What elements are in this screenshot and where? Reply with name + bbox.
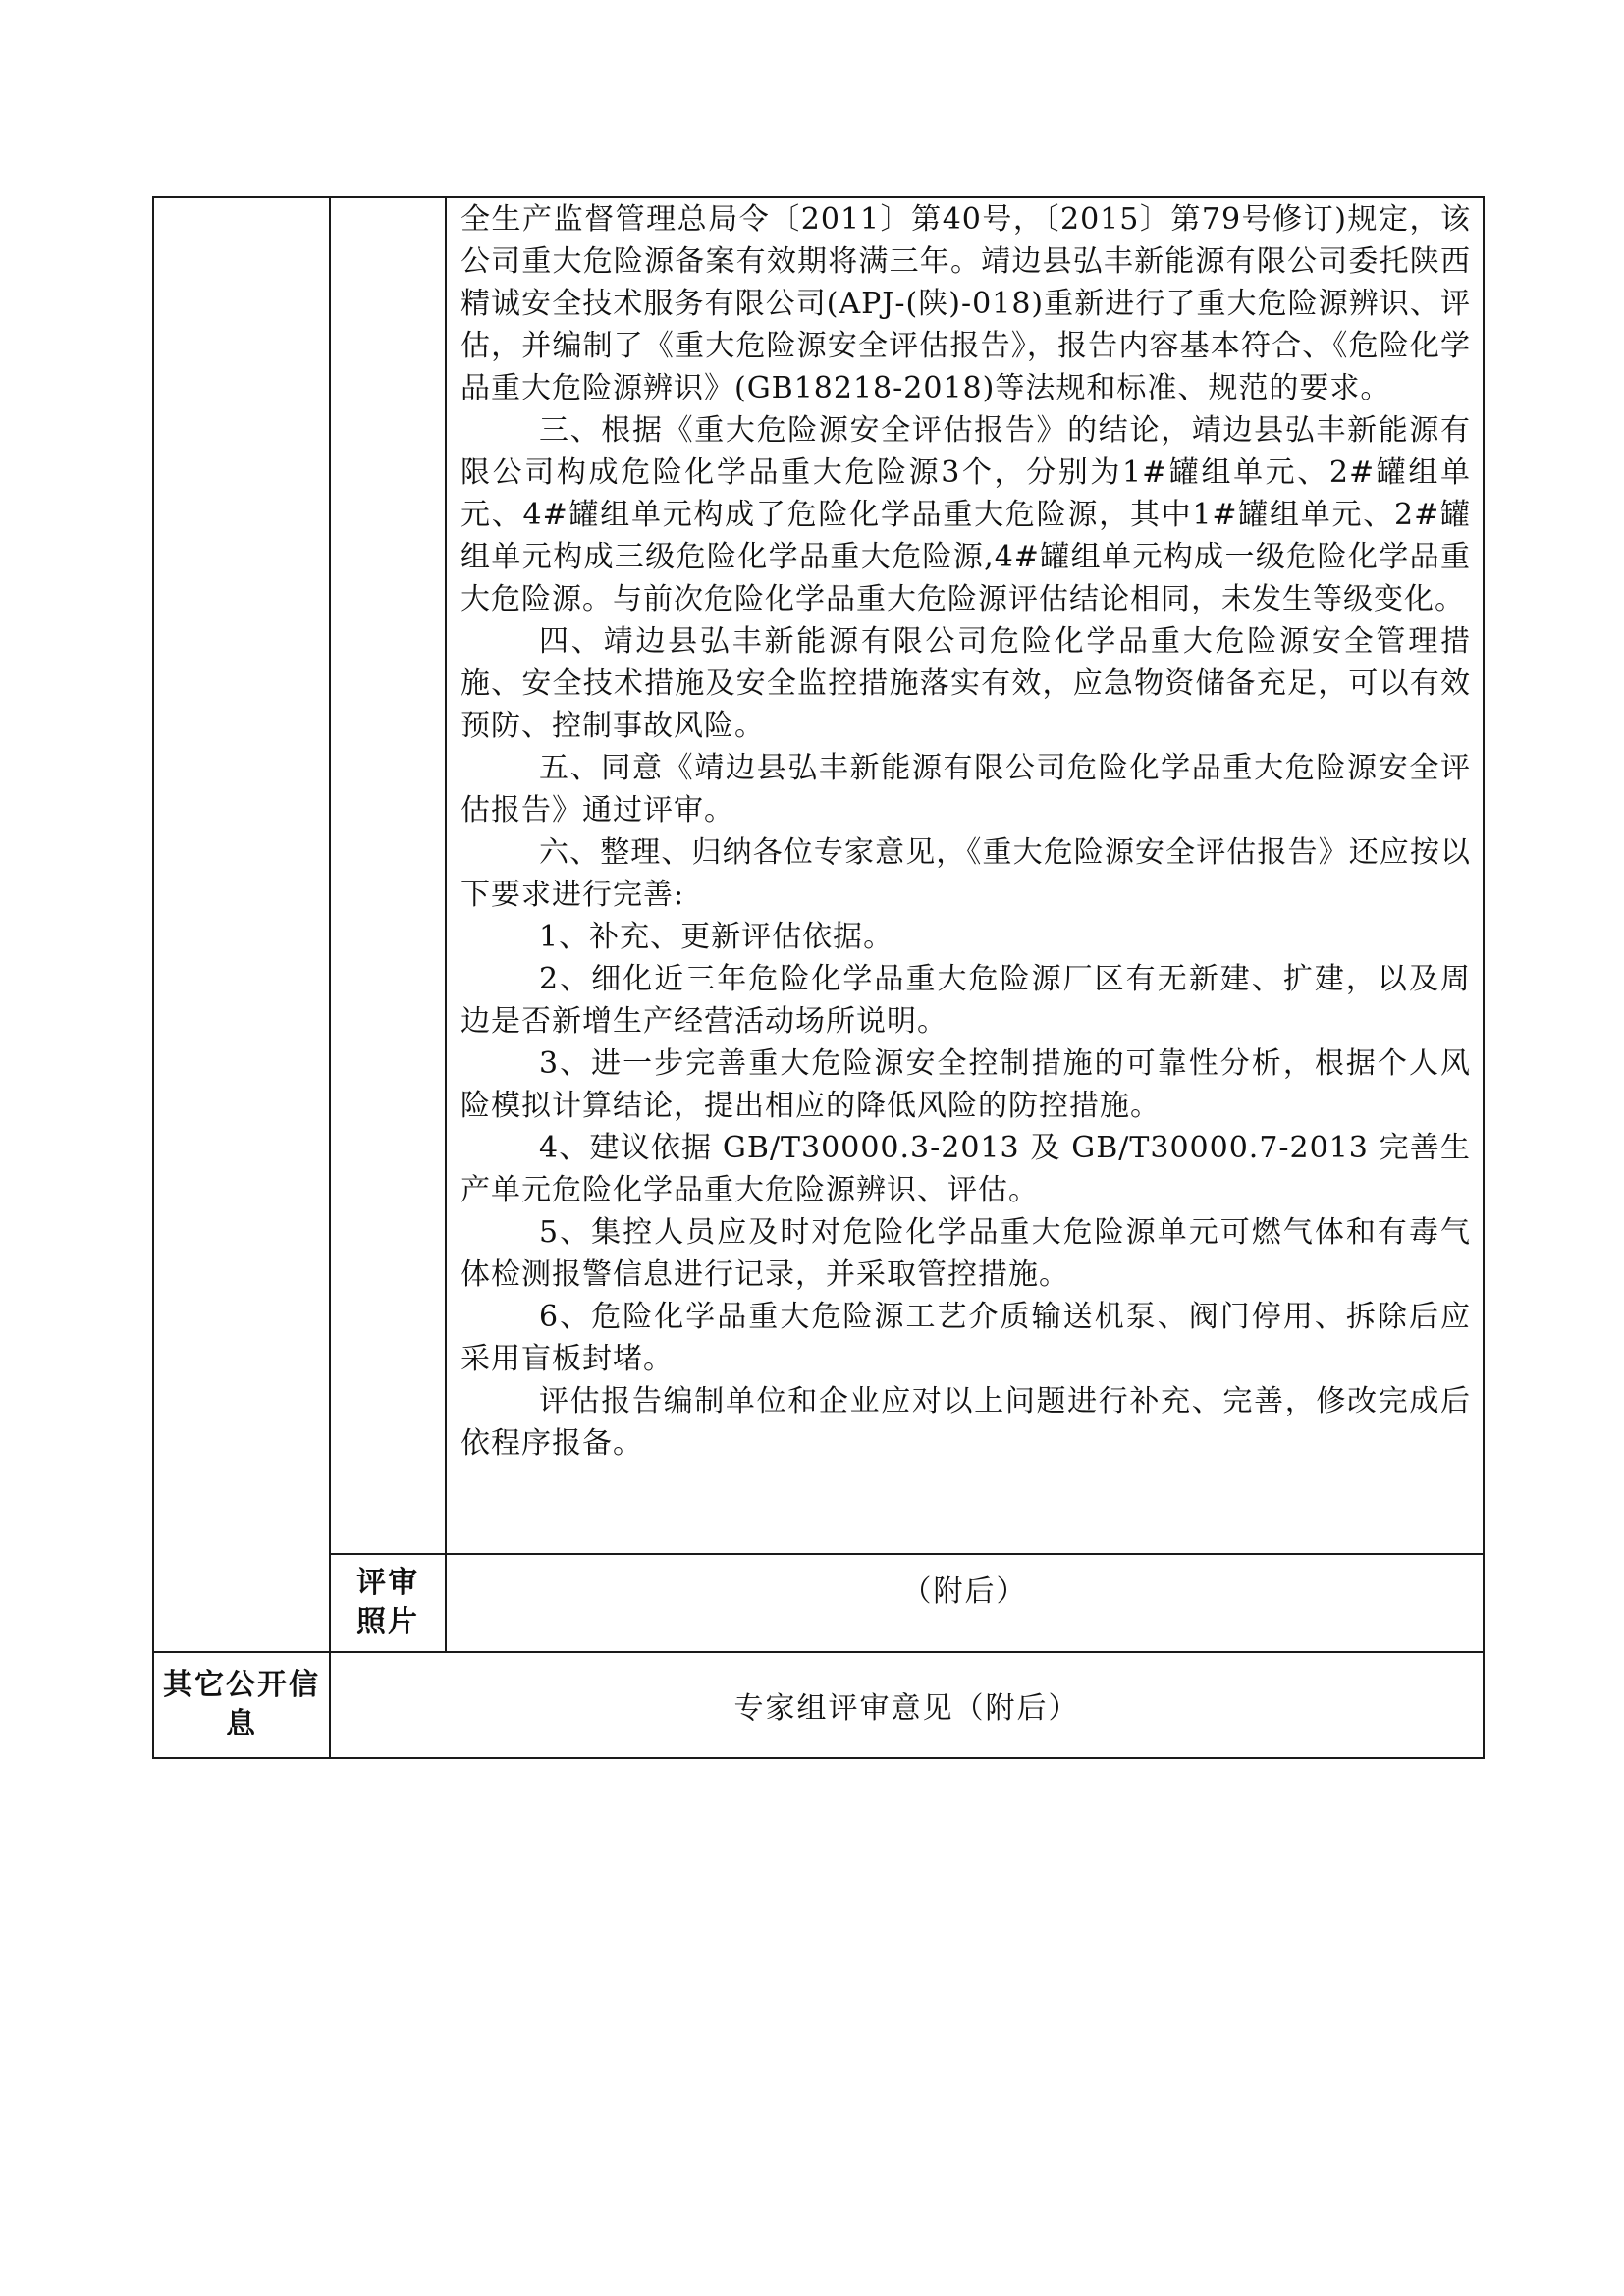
other-info-row	[153, 1652, 1484, 1758]
review-photos-label-line1: 评审	[356, 1566, 419, 1600]
sub-label-cell	[330, 197, 446, 1554]
review-paragraph: 6、危险化学品重大危险源工艺介质输送机泵、阀门停用、拆除后应采用盲板封堵。	[460, 1300, 1471, 1376]
review-paragraph: 3、进一步完善重大危险源安全控制措施的可靠性分析，根据个人风险模拟计算结论，提出相应的降低风险的防控措施。	[460, 1046, 1471, 1123]
other-info-label-line2: 息	[226, 1707, 257, 1741]
review-content-row	[153, 197, 1484, 1554]
other-info-value: 专家组评审意见（附后）	[330, 1652, 1484, 1758]
review-paragraph: 4、建议依据 GB/T30000.3-2013 及 GB/T30000.7-2013 完善生产单元危险化学品重大危险源辨识、评估。	[460, 1131, 1471, 1207]
review-paragraph: 全生产监督管理总局令〔2011〕第40号，〔2015〕第79号修订)规定，该公司重大危险源备案有效期将满三年。靖边县弘丰新能源有限公司委托陕西精诚安全技术服务有限公司(APJ-(陕)-018)重新进行了重大危险源辨识、评估，并编制了《重大危险源安全评估报告》，报告内容基本符合、《危险化学品重大危险源辨识》(GB18218-2018)等法规和标准、规范的要求。	[460, 202, 1471, 405]
review-paragraph: 评估报告编制单位和企业应对以上问题进行补充、完善，修改完成后依程序报备。	[460, 1384, 1471, 1461]
other-info-label-line1: 其它公开信	[163, 1668, 320, 1702]
review-paragraph: 三、根据《重大危险源安全评估报告》的结论，靖边县弘丰新能源有限公司构成危险化学品重大危险源3个，分别为1#罐组单元、2#罐组单元、4#罐组单元构成了危险化学品重大危险源，其中1#罐组单元、2#罐组单元构成三级危险化学品重大危险源,4#罐组单元构成一级危险化学品重大危险源。与前次危险化学品重大危险源评估结论相同，未发生等级变化。	[460, 413, 1471, 616]
review-photos-value: （附后）	[446, 1554, 1484, 1652]
review-content-cell	[446, 197, 1484, 1554]
review-paragraph: 1、补充、更新评估依据。	[539, 920, 894, 954]
review-paragraph: 四、靖边县弘丰新能源有限公司危险化学品重大危险源安全管理措施、安全技术措施及安全监控措施落实有效，应急物资储备充足，可以有效预防、控制事故风险。	[460, 624, 1471, 743]
review-paragraph: 六、整理、归纳各位专家意见，《重大危险源安全评估报告》还应按以下要求进行完善:	[460, 835, 1471, 912]
review-table	[152, 196, 1485, 1759]
category-cell	[153, 197, 330, 1652]
other-info-label	[153, 1652, 330, 1758]
review-photos-row	[153, 1554, 1484, 1652]
review-photos-label	[330, 1554, 446, 1652]
review-paragraph: 5、集控人员应及时对危险化学品重大危险源单元可燃气体和有毒气体检测报警信息进行记录，并采取管控措施。	[460, 1215, 1471, 1292]
review-paragraph: 五、同意《靖边县弘丰新能源有限公司危险化学品重大危险源安全评估报告》通过评审。	[460, 751, 1471, 828]
review-photos-label-line2: 照片	[356, 1605, 419, 1639]
review-paragraph: 2、细化近三年危险化学品重大危险源厂区有无新建、扩建，以及周边是否新增生产经营活动场所说明。	[460, 962, 1471, 1039]
